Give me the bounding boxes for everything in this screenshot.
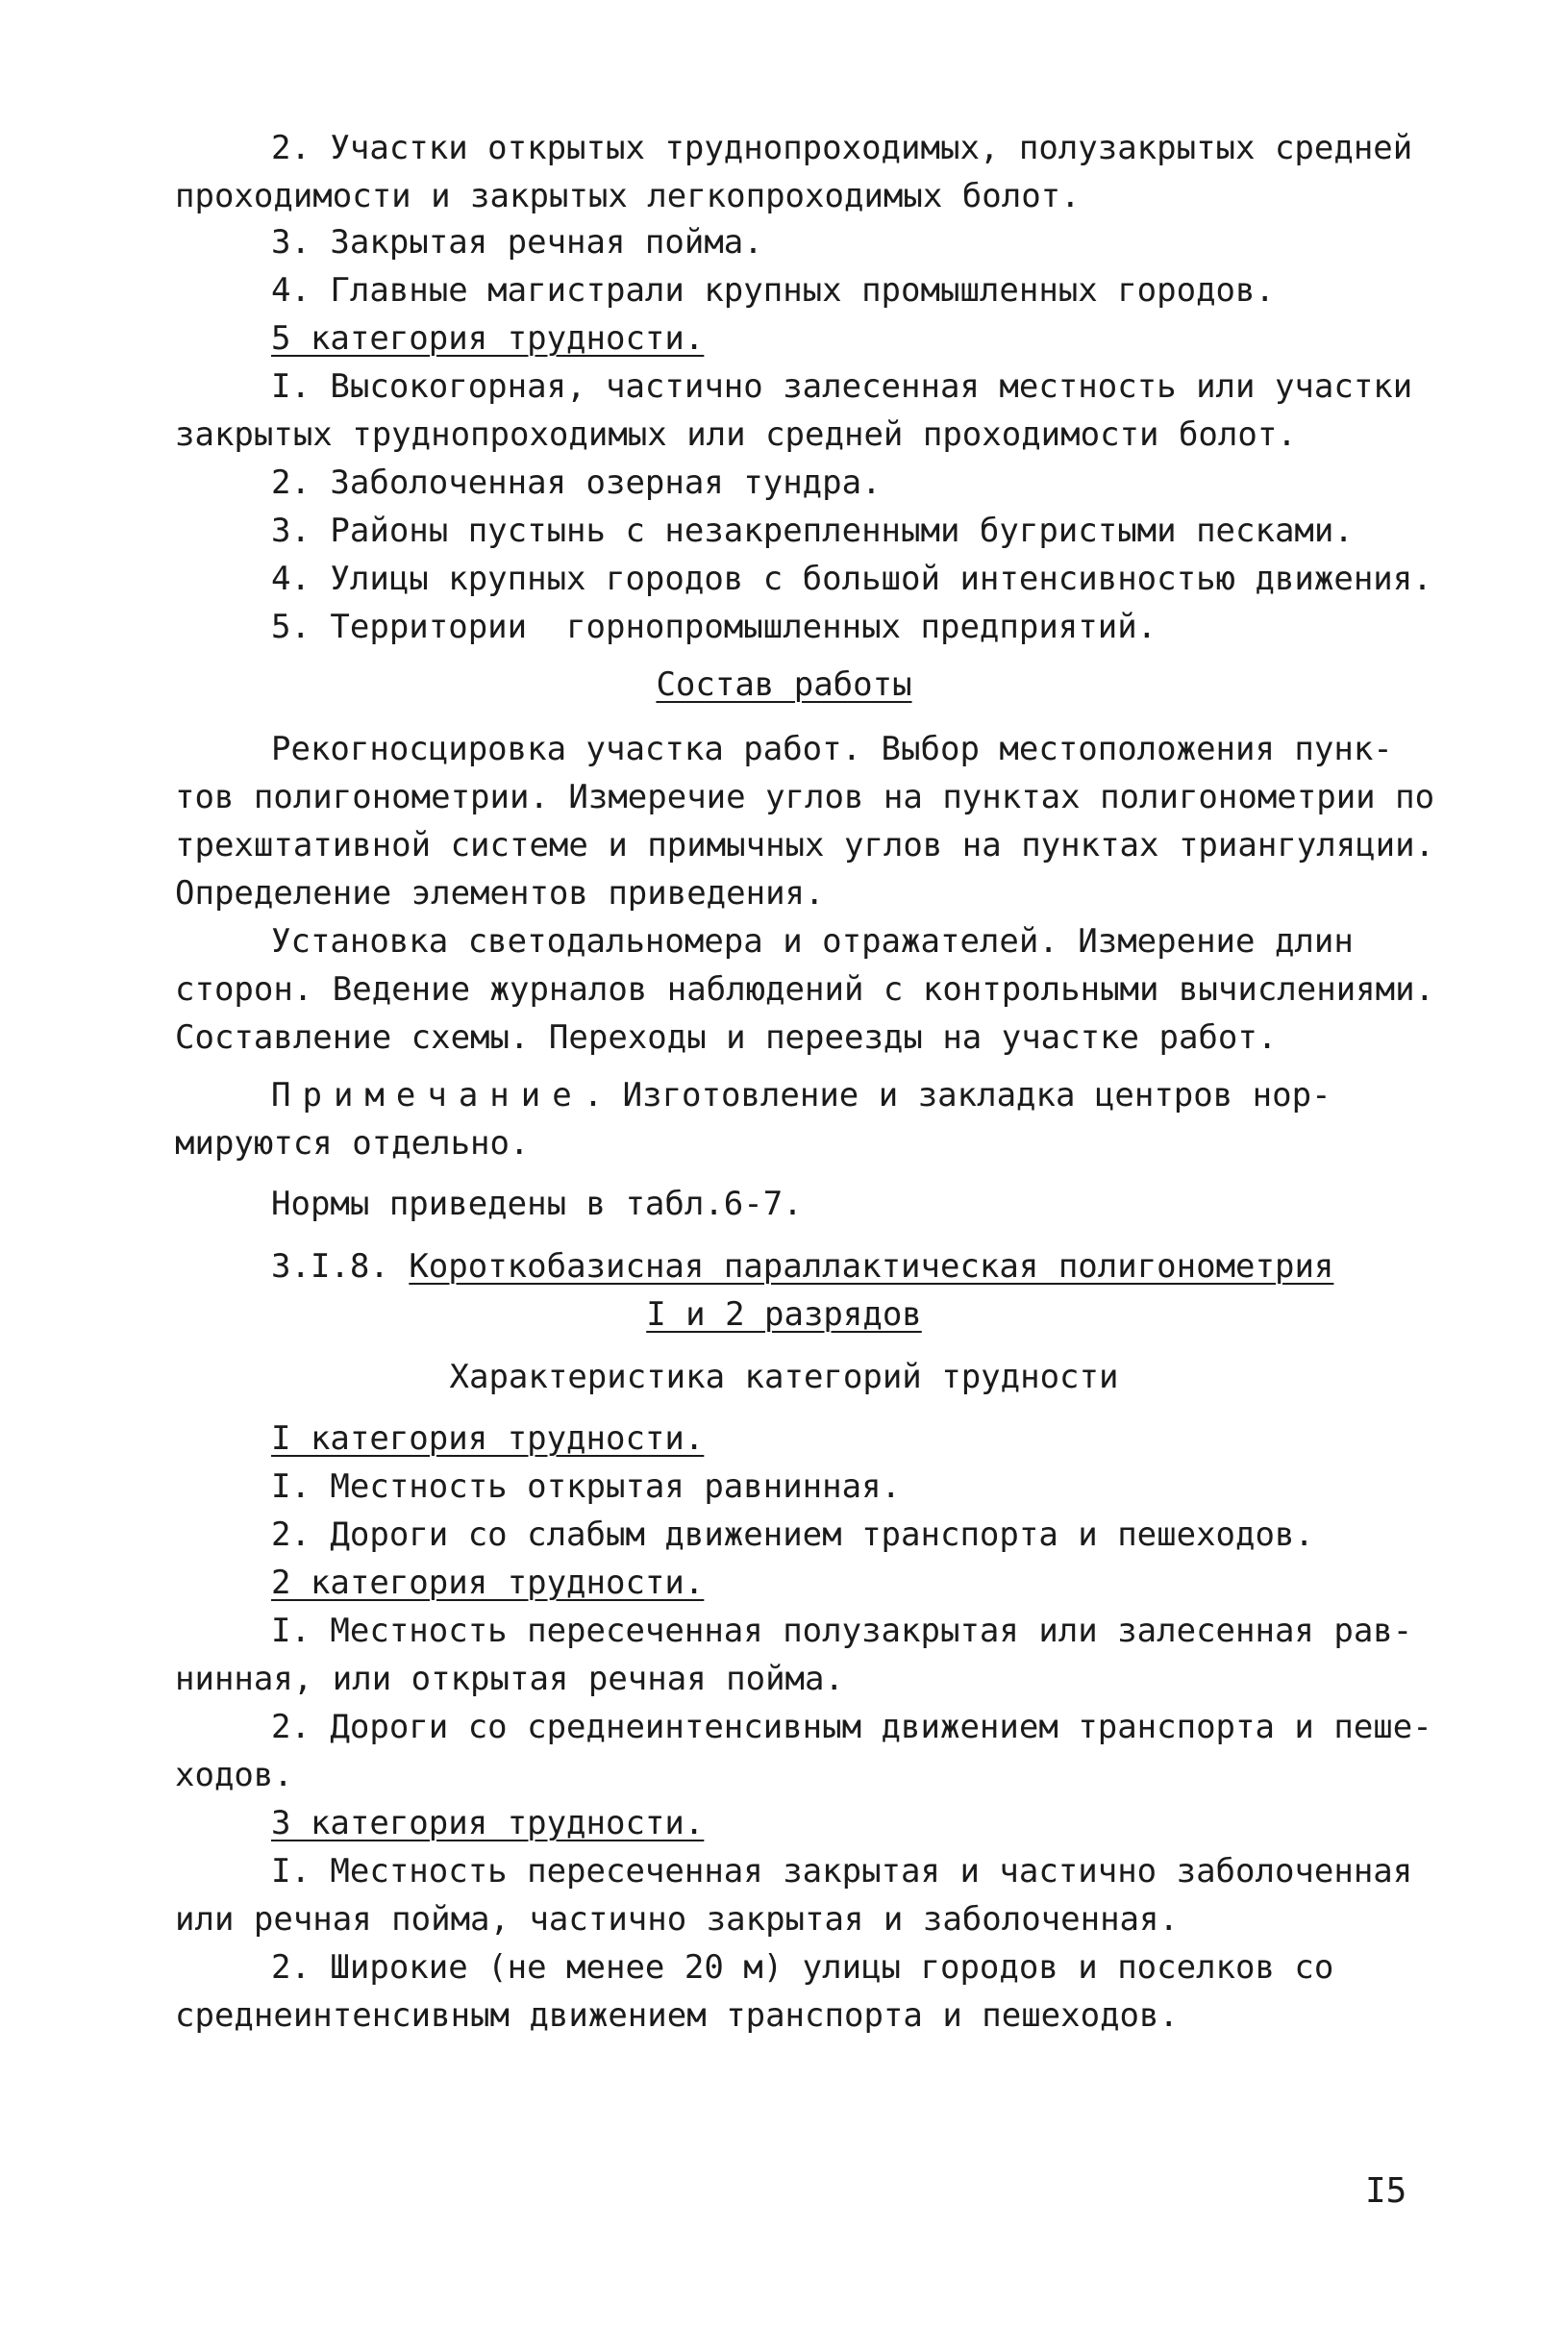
text-line: 4. Главные магистрали крупных промышленных городов.	[271, 271, 1275, 310]
section-number: 3.I.8.	[271, 1247, 389, 1286]
subsection-heading	[271, 1243, 1550, 1290]
text-line: трехштативной системе и примычных углов на пунктах триангуляции.	[175, 826, 1435, 864]
text-line: 4. Улицы крупных городов с большой интенсивностью движения.	[271, 560, 1432, 598]
text-line: проходимости и закрытых легкопроходимых болот.	[175, 177, 1081, 215]
text-line: 2. Широкие (не менее 20 м) улицы городов и поселков со	[271, 1948, 1334, 1987]
text-line: сторон. Ведение журналов наблюдений с контрольными вычислениями.	[175, 970, 1435, 1009]
category-heading: 2 категория трудности.	[271, 1564, 705, 1602]
text-line: 2. Дороги со среднеинтенсивным движением транспорта и пеше-	[271, 1708, 1432, 1746]
text-line: или речная пойма, частично закрытая и заболоченная.	[175, 1900, 1179, 1939]
note-line	[271, 1072, 1550, 1118]
category-heading: I категория трудности.	[271, 1419, 705, 1458]
text-line: Определение элементов приведения.	[175, 874, 825, 913]
text-line: 2. Заболоченная озерная тундра.	[271, 463, 882, 502]
text-line: 3. Закрытая речная пойма.	[271, 223, 763, 262]
text-line: ходов.	[175, 1756, 293, 1794]
text-line: Составление схемы. Переходы и переезды на участке работ.	[175, 1018, 1278, 1057]
text-line: I. Местность пересеченная полузакрытая или залесенная рав-	[271, 1612, 1413, 1650]
text-line: 2. Участки открытых труднопроходимых, полузакрытых средней	[271, 129, 1413, 167]
text-line: закрытых труднопроходимых или средней проходимости болот.	[175, 415, 1297, 454]
text-line: Нормы приведены в табл.6-7.	[271, 1185, 803, 1223]
text-line: 2. Дороги со слабым движением транспорта и пешеходов.	[271, 1515, 1314, 1554]
text-line: I. Местность открытая равнинная.	[271, 1467, 902, 1506]
section-heading: 5 категория трудности.	[271, 319, 705, 358]
text-line: 5. Территории горнопромышленных предприятий.	[271, 608, 1157, 646]
text-line: 3. Районы пустынь с незакрепленными бугристыми песками.	[271, 512, 1354, 550]
category-heading: 3 категория трудности.	[271, 1804, 705, 1842]
section-title: Короткобазисная параллактическая полигонометрия	[409, 1247, 1334, 1286]
text-line: Рекогносцировка участка работ. Выбор местоположения пунк-	[271, 730, 1393, 768]
text-line: I. Местность пересеченная закрытая и частично заболоченная	[271, 1852, 1413, 1891]
text-line: среднеинтенсивным движением транспорта и пешеходов.	[175, 1996, 1179, 2035]
section-title-continued: I и 2 разрядов	[646, 1295, 922, 1334]
note-text: . Изготовление и закладка центров нор-	[583, 1076, 1332, 1114]
text-line: мируются отдельно.	[175, 1124, 530, 1163]
text-line: тов полигонометрии. Измеречие углов на пунктах полигонометрии по	[175, 778, 1435, 816]
note-label: Примечание	[271, 1076, 584, 1114]
section-heading: Состав работы	[656, 665, 912, 704]
subsection-heading: Характеристика категорий трудности	[449, 1358, 1119, 1396]
text-line: Установка светодальномера и отражателей. Измерение длин	[271, 922, 1354, 961]
text-line: I. Высокогорная, частично залесенная местность или участки	[271, 367, 1413, 406]
page-number: I5	[1365, 2171, 1407, 2211]
text-line: нинная, или открытая речная пойма.	[175, 1660, 844, 1698]
